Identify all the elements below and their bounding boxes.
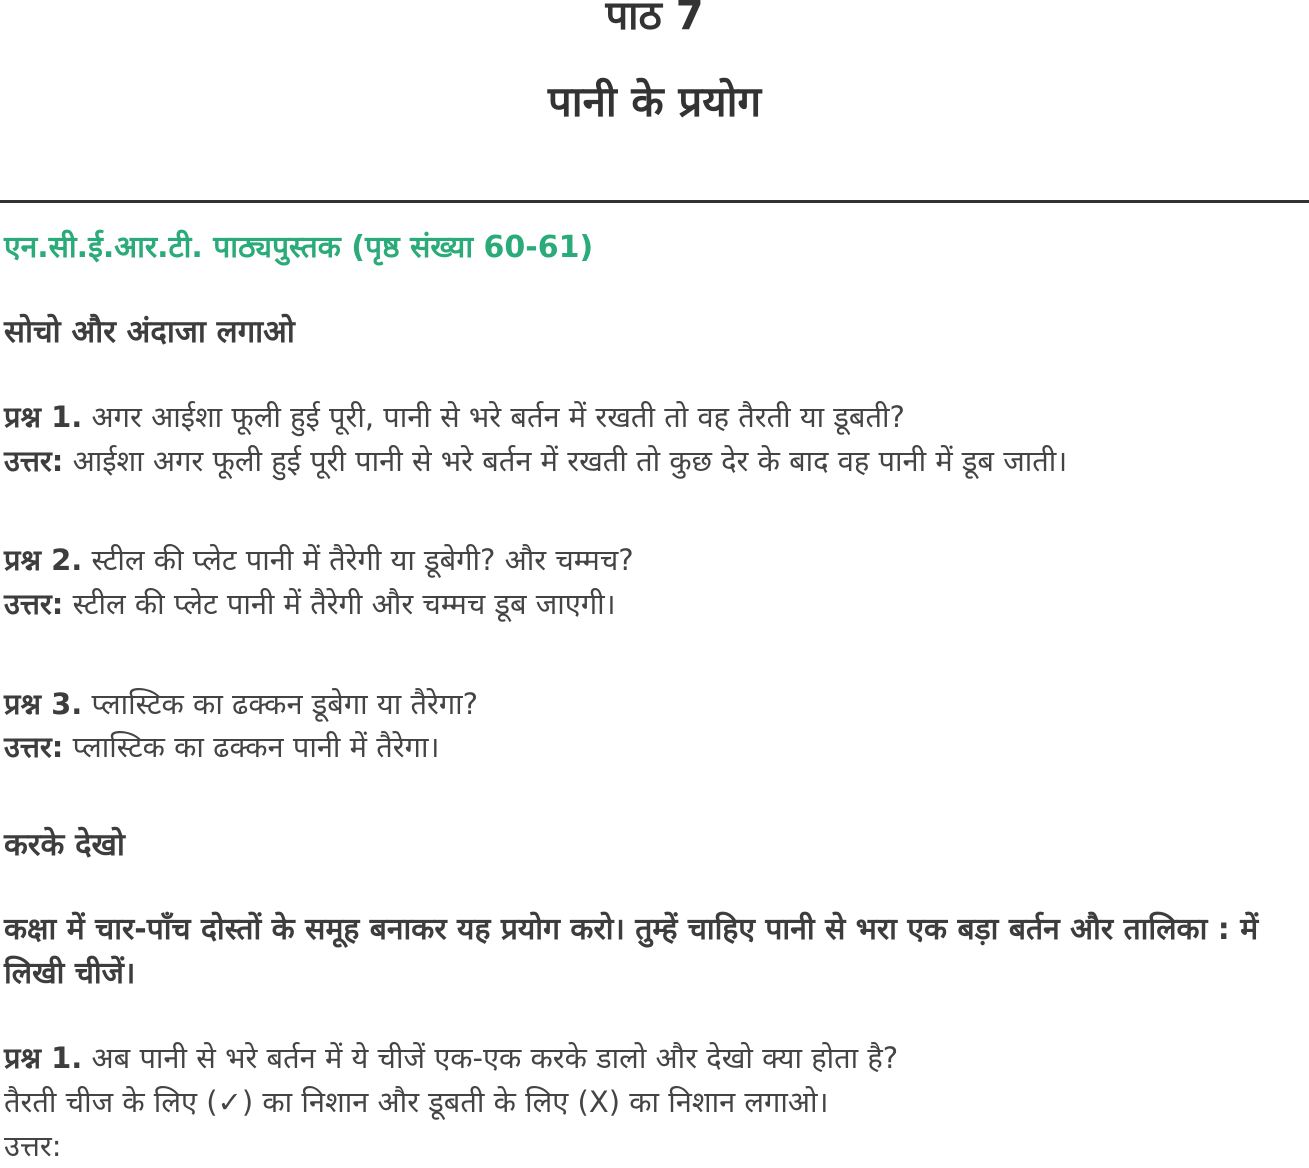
source-heading: एन.सी.ई.आर.टी. पाठ्यपुस्तक (पृष्ठ संख्या 60-61) <box>4 230 594 265</box>
section-heading-try-and-see: करके देखो <box>4 827 125 863</box>
section-heading-think-and-guess: सोचो और अंदाजा लगाओ <box>4 314 295 350</box>
answer-label: उत्तर: <box>4 444 64 478</box>
divider <box>0 200 1309 203</box>
question-text: स्टील की प्लेट पानी में तैरेगी या डूबेगी? और चम्मच? <box>82 543 634 577</box>
activity-question-1 <box>4 1036 898 1080</box>
answer-text: प्लास्टिक का ढक्कन पानी में तैरेगा। <box>63 730 440 764</box>
answer-1 <box>4 439 1067 483</box>
answer-label: उत्तर: <box>4 587 64 621</box>
question-3 <box>4 682 478 726</box>
activity-answer-1 <box>4 1124 62 1168</box>
question-label: प्रश्न 3. <box>4 687 83 721</box>
question-text: अब पानी से भरे बर्तन में ये चीजें एक-एक करके डालो और देखो क्या होता है? <box>82 1041 899 1075</box>
question-text: प्लास्टिक का ढक्कन डूबेगा या तैरेगा? <box>82 687 479 721</box>
activity-instruction: कक्षा में चार-पाँच दोस्तों के समूह बनाकर यह प्रयोग करो। तुम्हें चाहिए पानी से भरा एक बड़ा बर्तन और तालिका : में लिखी चीजें। <box>4 912 1259 991</box>
activity-question-1-line2: तैरती चीज के लिए (✓) का निशान और डूबती के लिए (X) का निशान लगाओ। <box>4 1085 829 1119</box>
answer-2 <box>4 582 616 626</box>
question-text: अगर आईशा फूली हुई पूरी, पानी से भरे बर्तन में रखती तो वह तैरती या डूबती? <box>82 400 905 434</box>
chapter-label: पाठ 7 <box>605 0 704 39</box>
question-label: प्रश्न 2. <box>4 543 83 577</box>
answer-text: स्टील की प्लेट पानी में तैरेगी और चम्मच डूब जाएगी। <box>63 587 616 621</box>
answer-label: उत्तर: <box>4 730 64 764</box>
answer-3 <box>4 725 439 769</box>
question-label: प्रश्न 1. <box>4 400 83 434</box>
question-1 <box>4 395 905 439</box>
question-2 <box>4 538 634 582</box>
chapter-title: पानी के प्रयोग <box>547 77 762 126</box>
question-label: प्रश्न 1. <box>4 1041 83 1075</box>
answer-label: उत्तर: <box>4 1129 62 1163</box>
answer-text: आईशा अगर फूली हुई पूरी पानी से भरे बर्तन में रखती तो कुछ देर के बाद वह पानी में डूब जाती। <box>63 444 1068 478</box>
